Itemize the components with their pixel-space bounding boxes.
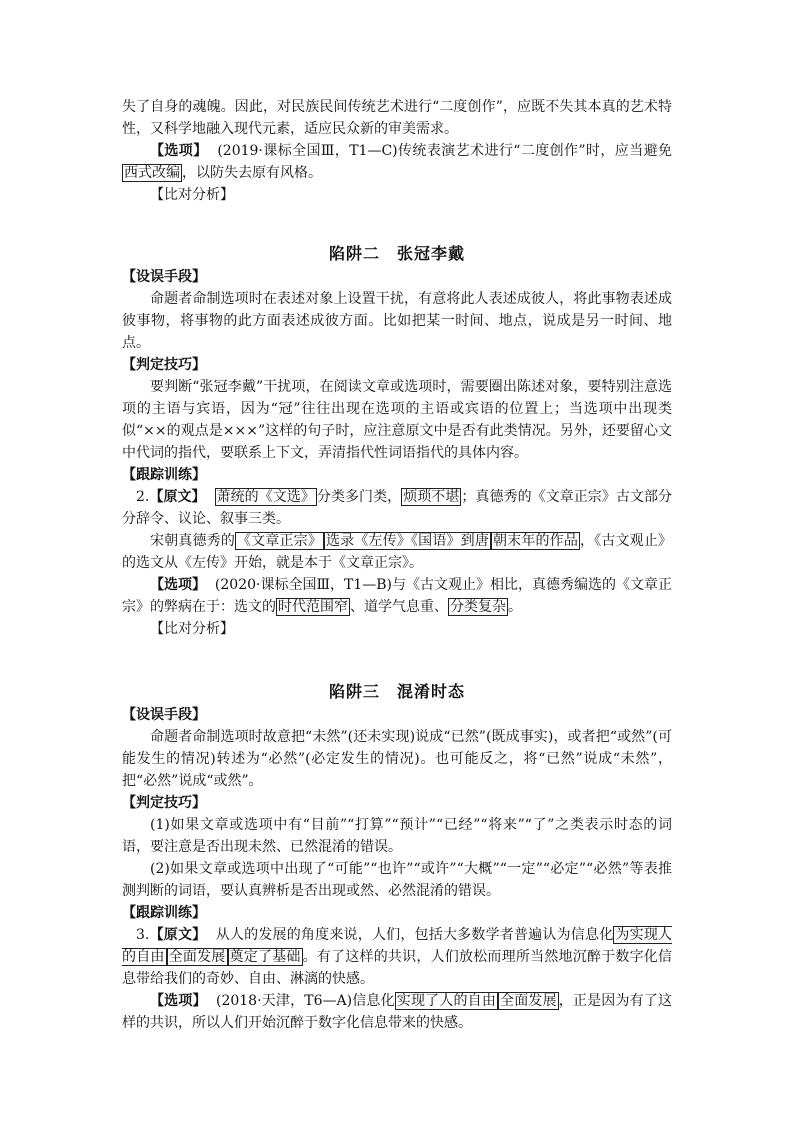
question-original-2: 宋朝真德秀的 《文章正宗》 选录《左传》《国语》到唐 朝末年的作品 ，《古文观止》的选文从《左传》开始，就是本于《文章正宗》。 [122,533,672,571]
train-tag: 【跟踪训练】 [122,467,206,483]
question-option: 【选项】 (2018·天津，T6—A)信息化 实现了人的自由 全面发展 ，正是因为有了这样的共识，所以人们开始沉醉于数字化信息带来的快感。 [122,993,673,1031]
section-title: 陷阱三 混淆时态 [328,682,465,701]
document-page [122,96,672,1034]
judge-text-2: (2)如果文章或选项中出现了“可能”“也许”“或许”“大概”“一定”“必定”“必然”等表推测判断的词语，要认真辨析是否出现或然、必然混淆的错误。 [122,861,672,899]
setup-text: 命题者命制选项时故意把“未然”(还未实现)说成“已然”(既成事实)，或者把“或然”(可能发生的情况)转述为“必然”(必定发生的情况)。也可能反之，将“已然”说成“未然”，把“必然”说成“或然”。 [122,729,672,789]
question-option: 【选项】 (2020·课标全国Ⅲ，T1—B)与《古文观止》相比，真德秀编选的《文章正宗》的弊病在于：选文的 时代范围窄 、道学气息重、 分类复杂 。 [122,577,672,615]
setup-text: 命题者命制选项时在表述对象上设置干扰，有意将此人表述成彼人，将此事物表述成彼事物，将事物的此方面表述成彼方面。比如把某一时间、地点，说成是另一时间、地点。 [122,291,672,351]
boxed-phrase: 全面发展 [500,993,557,1009]
compare-label: 【比对分析】 [150,621,234,637]
boxed-phrase: 分类复杂 [450,599,506,615]
boxed-phrase: 烦琐不堪 [403,489,460,505]
boxed-phrase: 西式改编 [124,165,180,181]
boxed-phrase: 全面发展 [168,949,226,965]
compare-label: 【比对分析】 [150,187,234,203]
judge-tag: 【判定技巧】 [122,357,206,373]
judge-text-1: (1)如果文章或选项中有“目前”“打算”“预计”“已经”“将来”“了”之类表示时态的词语，要注意是否出现未然、已然混淆的错误。 [122,817,672,855]
setup-tag: 【设误手段】 [122,269,206,285]
boxed-phrase: 《文章正宗》 [237,533,322,549]
intro-option: 【选项】 (2019·课标全国Ⅲ，T1—C)传统表演艺术进行“二度创作”时，应当避免西式改编 ，以防失去原有风格。 [124,143,673,181]
train-tag: 【跟踪训练】 [122,905,206,921]
option-label: 【选项】 [150,143,208,159]
intro-paragraph: 失了自身的魂魄。因此，对民族民间传统艺术进行“二度创作”，应既不失其本真的艺术特性，又科学地融入现代元素，适应民众新的审美需求。 [122,99,672,137]
boxed-phrase: 朝末年的作品 [493,533,578,549]
question-original: 3.【原文】 从人的发展的角度来说，人们，包括大多数学者普遍认为信息化 为实现人的自由 全面发展 奠定了基础 。有了这样的共识，人们放松而理所当然地沉醉于数字化信息带给我们的奇妙、自由、淋漓的快感。 [122,927,673,987]
judge-text: 要判断“张冠李戴”干扰项，在阅读文章或选项时，需要圈出陈述对象，要特别注意选项的主语与宾语，因为“冠”往往出现在选项的主语或宾语的位置上；当选项中出现类似“××的观点是×××”这样的句子时，应注意原文中是否有此类情况。另外，还要留心文中代词的指代，要联系上下文，弄清指代性词语指代的具体内容。 [122,379,672,461]
boxed-phrase: 选录《左传》《国语》到唐 [326,533,489,549]
boxed-phrase: 萧统的《文选》 [216,489,315,505]
judge-tag: 【判定技巧】 [122,795,206,811]
setup-tag: 【设误手段】 [122,707,206,723]
boxed-phrase: 实现了人的自由 [396,993,497,1009]
boxed-phrase: 奠定了基础 [229,949,301,965]
boxed-phrase: 为实现人的自由 [122,927,673,965]
question-original: 2.【原文】 萧统的《文选》 分类多门类， 烦琐不堪 ；真德秀的《文章正宗》古文部分分辞令、议论、叙事三类。 [122,489,673,527]
section-title: 陷阱二 张冠李戴 [328,244,465,263]
boxed-phrase: 时代范围窄 [278,599,348,615]
